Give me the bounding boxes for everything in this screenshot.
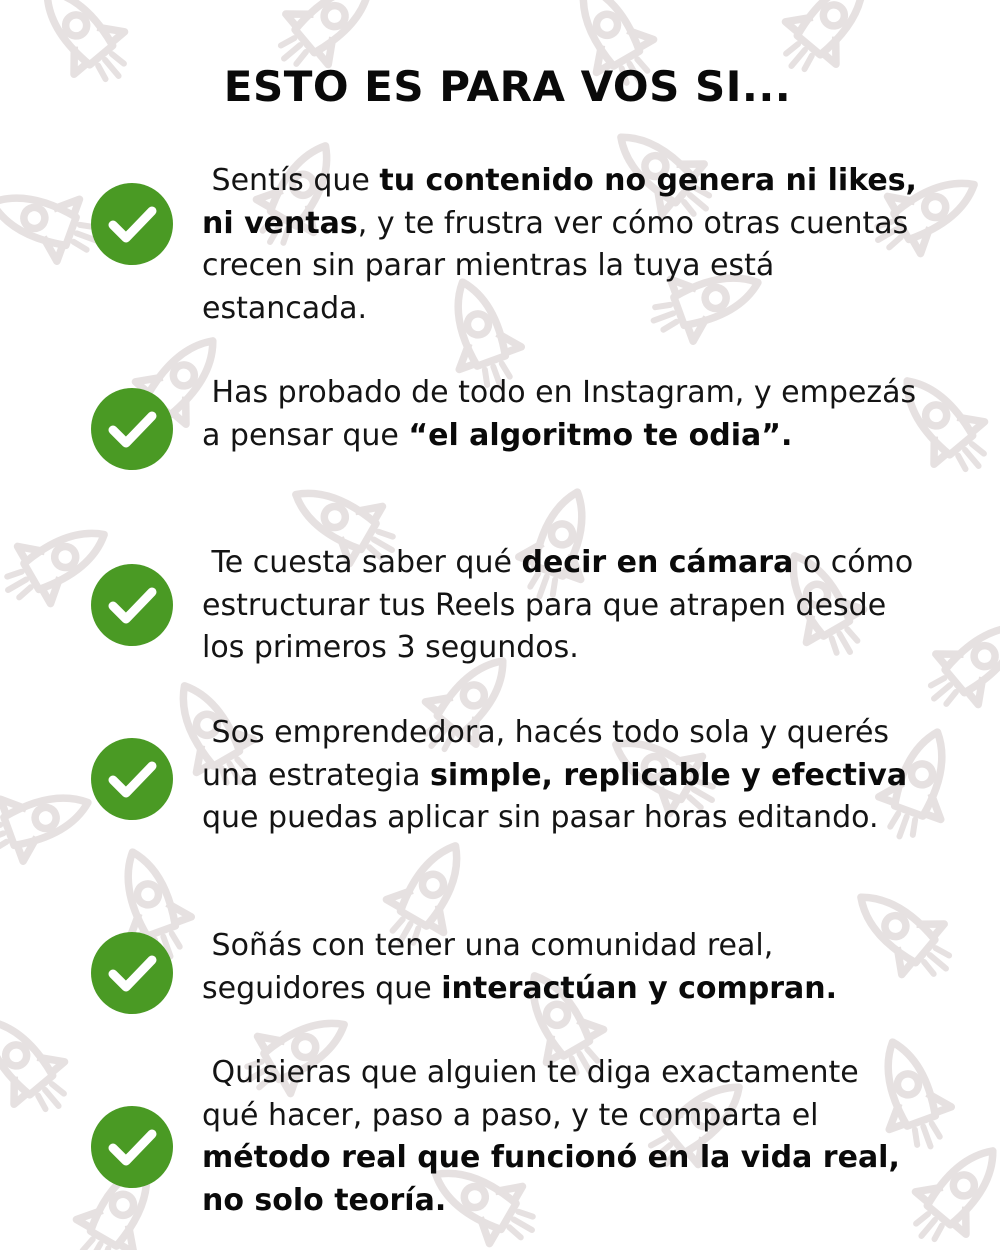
item-text-normal: Sos emprendedora, hacés todo sola y querés una estrategia bbox=[202, 715, 899, 793]
item-text bbox=[202, 712, 922, 840]
item-text-bold: tu contenido no genera ni likes, ni ventas bbox=[202, 163, 928, 241]
item-text-normal: , y te frustra ver cómo otras cuentas crecen sin parar mientras la tuya está estancada. bbox=[202, 205, 918, 326]
check-icon bbox=[91, 1106, 173, 1188]
item-text-normal: Soñás con tener una comunidad real, seguidores que bbox=[202, 928, 783, 1006]
item-text-normal: que puedas aplicar sin pasar horas editando. bbox=[202, 757, 917, 835]
item-text-bold: “el algoritmo te odia”. bbox=[408, 417, 793, 453]
check-icon bbox=[91, 183, 173, 265]
item-text-normal: Has probado de todo en Instagram, y empezás a pensar que bbox=[202, 375, 926, 453]
item-text-normal: Te cuesta saber qué bbox=[202, 545, 522, 580]
item-text-bold: interactúan y compran. bbox=[441, 970, 838, 1006]
check-icon bbox=[91, 932, 173, 1014]
rocket-icon bbox=[0, 1000, 84, 1127]
check-icon bbox=[91, 738, 173, 820]
item-text-normal: Quisieras que alguien te diga exactamente qué hacer, paso a paso, y te comparta el bbox=[202, 1055, 869, 1133]
rocket-icon bbox=[0, 772, 99, 872]
check-icon bbox=[91, 564, 173, 646]
item-text-normal: Sentís que bbox=[202, 163, 380, 198]
rocket-icon bbox=[913, 602, 1000, 724]
item-text bbox=[202, 1052, 922, 1222]
page-title: ESTO ES PARA VOS SI... bbox=[223, 62, 792, 111]
item-text-bold: método real que funcionó en la vida real, no solo teoría. bbox=[202, 1140, 911, 1218]
check-icon bbox=[91, 388, 173, 470]
item-text-normal: o cómo estructurar tus Reels para que atrapen desde los primeros 3 segundos. bbox=[202, 545, 923, 665]
item-text bbox=[202, 372, 926, 457]
item-text bbox=[202, 542, 922, 670]
item-text bbox=[202, 160, 928, 330]
item-text-bold: simple, replicable y efectiva bbox=[430, 757, 908, 793]
item-text-bold: decir en cámara bbox=[521, 545, 794, 580]
item-text bbox=[202, 925, 922, 1010]
